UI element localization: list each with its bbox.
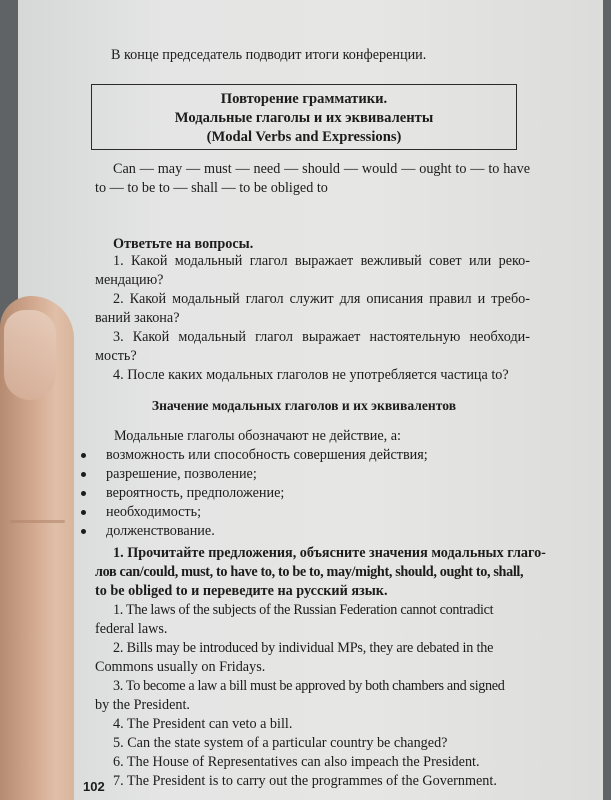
question-line: 1. Какой модальный глагол выражает вежливый совет или реко- [113,253,530,269]
exercise-sentence-line: 3. To become a law a bill must be approved by both chambers and signed [113,678,505,694]
exercise-sentence-line: 4. The President can veto a bill. [113,716,293,732]
meaning-intro: Модальные глаголы обозначают не действие, а: [114,428,401,444]
question-line: 2. Какой модальный глагол служит для описания правил и требо- [113,291,530,307]
modal-list-line-2: to — to be to — shall — to be obliged to [95,180,328,196]
thumb-crease [10,520,65,523]
bullet-item: разрешение, позволение; [77,465,428,484]
question-line: 3. Какой модальный глагол выражает настоятельную необходи- [113,329,530,345]
exercise-sentence-line: 6. The House of Representatives can also impeach the President. [113,754,480,770]
bullet-item: вероятность, предположение; [77,484,428,503]
meaning-section-heading: Значение модальных глаголов и их эквивалентов [151,398,457,413]
bullet-item: долженствование. [77,522,428,541]
exercise-sentence-line: 1. The laws of the subjects of the Russian Federation cannot contradict [113,602,494,618]
grammar-review-box [91,84,517,150]
question-line: ваний закона? [95,310,180,326]
meaning-bullet-list [77,446,428,541]
questions-heading: Ответьте на вопросы. [113,236,254,252]
exercise-sentence-line: by the President. [95,697,190,713]
exercise-task-line: лов can/could, must, to have to, to be to, may/might, should, ought to, shall, [95,564,524,580]
intro-line: В конце председатель подводит итоги конференции. [111,47,427,63]
exercise-task-line: to be obliged to и переведите на русский язык. [95,583,388,599]
grammar-box-english-title: (Modal Verbs and Expressions) [206,129,402,145]
exercise-sentence-line: Commons usually on Fridays. [95,659,266,675]
page-number: 102 [83,779,105,794]
grammar-box-title: Повторение грамматики. [220,91,388,107]
exercise-sentence-line: 7. The President is to carry out the programmes of the Government. [113,773,497,789]
exercise-sentence-line: 2. Bills may be introduced by individual MPs, they are debated in the [113,640,494,656]
exercise-sentence-line: 5. Can the state system of a particular country be changed? [113,735,448,751]
bullet-item: необходимость; [77,503,428,522]
thumb-nail-highlight [4,310,56,400]
grammar-box-subtitle: Модальные глаголы и их эквиваленты [174,110,434,126]
exercise-task-line: 1. Прочитайте предложения, объясните значения модальных глаго- [113,545,546,561]
bullet-item: возможность или способность совершения действия; [77,446,428,465]
exercise-sentence-line: federal laws. [95,621,168,637]
question-line: мость? [95,348,137,364]
question-line: мендацию? [95,272,164,288]
modal-list-line-1: Can — may — must — need — should — would — ought to — to have [113,161,530,177]
question-line: 4. После каких модальных глаголов не употребляется частица to? [113,367,509,383]
